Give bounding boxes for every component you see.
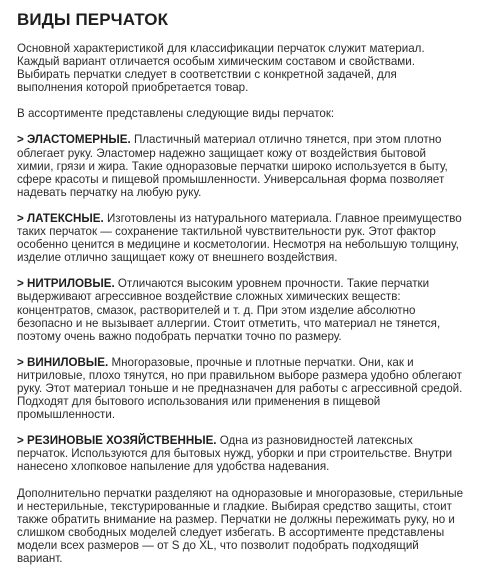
type-description: Изготовлены из натурального материала. Главное преимущество таких перчаток — сохранение тактильной чувствительности рук. Этот фактор особенно ценится в медицине и косметологии. Несмотря на небольшую толщину, изделие отлично защищает кожу от внешнего воздействия. [17,211,462,265]
type-description: Многоразовые, прочные и плотные перчатки. Они, как и нитриловые, плохо тянутся, но при правильном выборе размера удобно облегают руку. Этот материал тоньше и не предназначен для работы с агрессивной средой. Подходят для бытового использования или применения в пищевой промышленности. [17,355,463,422]
page-title: ВИДЫ ПЕРЧАТОК [17,10,169,29]
type-description: Пластичный материал отлично тянется, при этом плотно облегает руку. Эластомер надежно защищает кожу от воздействия бытовой химии, грязи и жира. Такие одноразовые перчатки широко используется в быту, сфере красоты и пищевой промышленности. Универсальная форма позволяет надевать перчатку на любую руку. [17,133,448,199]
type-rubber [17,434,464,473]
type-elastomer [17,133,464,198]
type-term: > РЕЗИНОВЫЕ ХОЗЯЙСТВЕННЫЕ. [17,434,217,448]
intro-paragraph: Основной характеристикой для классификации перчаток служит материал. Каждый вариант отличается особым химическим составом и свойствами. Выбирать перчатки следует в соответствии с конкретной задачей, для выполнения которой приобретается товар. [17,42,425,95]
outro-paragraph: Дополнительно перчатки разделяют на одноразовые и многоразовые, стерильные и нестерильные, текстурированные и гладкие. Выбирая средство защиты, стоит также обратить внимание на размер. Перчатки не должны пережимать руку, но и слишком свободных моделей следует избегать. В ассортименте представлены модели всех размеров — от S до XL, что позволит подобрать подходящий вариант. [17,486,464,565]
type-nitrile [17,277,464,342]
type-term: > ЛАТЕКСНЫЕ. [17,211,104,225]
type-term: > ЭЛАСТОМЕРНЫЕ. [17,133,131,147]
assortment-paragraph: В ассортименте представлены следующие виды перчаток: [17,107,335,121]
type-vinyl [17,356,464,421]
type-term: > ВИНИЛОВЫЕ. [17,355,109,369]
type-description: Отличаются высоким уровнем прочности. Такие перчатки выдерживают агрессивное воздействие сложных химических веществ: концентратов, смазок, растворителей и т. д. При этом изделие абсолютно безопасно и не вызывает аллергии. Стоит отметить, что материал не тянется, поэтому очень важно подобрать перчатки точно по размеру. [17,277,441,343]
type-latex [17,212,464,264]
type-term: > НИТРИЛОВЫЕ. [17,277,115,291]
type-description: Одна из разновидностей латексных перчаток. Используются для бытовых нужд, уборки и при строительстве. Внутри нанесено хлопковое напыление для удобства надевания. [17,434,453,474]
